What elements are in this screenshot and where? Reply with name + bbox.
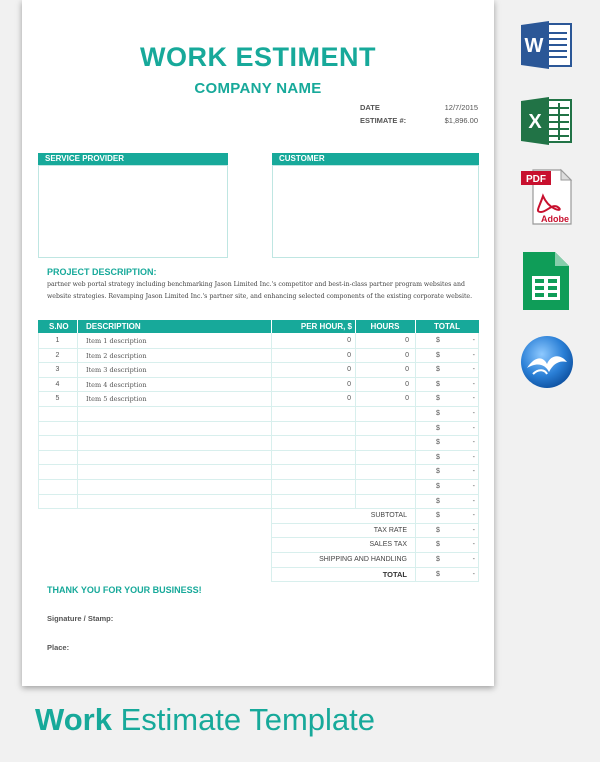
row-sno: 5 xyxy=(55,395,60,403)
customer-box xyxy=(272,165,479,258)
summary-label-tax-rate: TAX RATE xyxy=(373,526,407,534)
row-currency: $ xyxy=(436,570,440,578)
row-total: - xyxy=(472,351,475,359)
row-per-hour: 0 xyxy=(347,351,351,359)
table-row xyxy=(38,392,479,407)
row-description: Item 5 description xyxy=(86,395,147,404)
svg-text:W: W xyxy=(524,35,544,57)
openoffice-icon[interactable] xyxy=(519,334,575,395)
estimate-number-value: $1,896.00 xyxy=(444,116,478,125)
date-label: DATE xyxy=(360,103,380,112)
row-hours: 0 xyxy=(405,395,409,403)
row-total: - xyxy=(472,468,475,476)
customer-header: CUSTOMER xyxy=(272,153,479,165)
row-currency: $ xyxy=(436,512,440,520)
col-total-header: TOTAL xyxy=(434,322,460,331)
summary-label-subtotal: SUBTOTAL xyxy=(370,512,407,520)
pdf-icon[interactable] xyxy=(519,168,575,231)
thank-you-message: THANK YOU FOR YOUR BUSINESS! xyxy=(47,585,202,595)
row-currency: $ xyxy=(436,497,440,505)
row-currency: $ xyxy=(436,468,440,476)
page-footer-title xyxy=(35,702,375,738)
row-sno: 2 xyxy=(55,351,60,359)
summary-row-sales-tax xyxy=(271,538,479,553)
row-per-hour: 0 xyxy=(347,380,351,388)
col-sno-header: S.NO xyxy=(49,322,69,331)
row-sno: 3 xyxy=(55,366,60,374)
service-provider-header: SERVICE PROVIDER xyxy=(38,153,228,165)
signature-label: Signature / Stamp: xyxy=(47,614,114,623)
row-total: - xyxy=(472,424,475,432)
row-currency: $ xyxy=(436,453,440,461)
summary-row-shipping xyxy=(271,553,479,568)
row-total: - xyxy=(472,556,475,563)
row-currency: $ xyxy=(436,380,440,388)
row-hours: 0 xyxy=(405,380,409,388)
row-currency: $ xyxy=(436,395,440,403)
document-title: WORK ESTIMENT xyxy=(140,42,376,72)
row-per-hour: 0 xyxy=(347,366,351,374)
row-total: - xyxy=(472,497,475,505)
svg-text:X: X xyxy=(528,111,542,133)
row-currency: $ xyxy=(436,483,440,490)
row-hours: 0 xyxy=(405,351,409,359)
table-row-empty xyxy=(38,407,479,422)
word-icon[interactable] xyxy=(519,19,573,76)
row-description: Item 1 description xyxy=(86,337,147,345)
row-currency: $ xyxy=(436,410,440,417)
project-description-line: website strategies. Revamping Jason Limited Inc.'s partner site, and enhancing selected components of the existing corporate website. xyxy=(47,293,473,300)
row-total: - xyxy=(472,570,475,578)
project-description-line: partner web portal strategy including benchmarking Jason Limited Inc.'s competitor and best-in-class partner program websites and xyxy=(47,281,465,288)
row-total: - xyxy=(472,453,475,461)
google-sheets-icon[interactable] xyxy=(519,250,571,317)
table-row xyxy=(38,334,479,349)
table-row-empty xyxy=(38,465,479,480)
row-currency: $ xyxy=(436,351,440,359)
table-row xyxy=(38,349,479,364)
row-per-hour: 0 xyxy=(347,395,351,403)
row-total: - xyxy=(472,483,475,490)
row-total: - xyxy=(472,512,475,520)
svg-text:Adobe: Adobe xyxy=(541,214,569,224)
row-description: Item 2 description xyxy=(86,351,147,360)
row-total: - xyxy=(472,541,475,549)
table-row-empty xyxy=(38,451,479,466)
row-total: - xyxy=(472,410,475,417)
row-sno: 4 xyxy=(55,380,60,388)
summary-label-total: TOTAL xyxy=(382,569,407,579)
summary-row-tax-rate xyxy=(271,524,479,539)
col-hours-header: HOURS xyxy=(370,322,400,331)
excel-icon[interactable] xyxy=(519,95,573,152)
table-row-empty xyxy=(38,480,479,495)
row-currency: $ xyxy=(436,526,440,534)
items-table-header xyxy=(38,320,479,333)
estimate-document xyxy=(22,0,494,686)
row-hours: 0 xyxy=(405,366,409,374)
row-total: - xyxy=(472,380,475,388)
row-per-hour: 0 xyxy=(347,337,351,344)
table-row-empty xyxy=(38,436,479,451)
row-total: - xyxy=(472,337,475,344)
footer-title-rest: Estimate Template xyxy=(111,702,375,737)
row-total: - xyxy=(472,366,475,374)
svg-text:PDF: PDF xyxy=(526,174,546,185)
estimate-number-label: ESTIMATE #: xyxy=(360,116,407,125)
place-label: Place: xyxy=(47,643,70,652)
row-total: - xyxy=(472,439,475,447)
table-row-empty xyxy=(38,495,479,510)
row-currency: $ xyxy=(436,439,440,447)
summary-row-subtotal xyxy=(271,509,479,524)
row-total: - xyxy=(472,526,475,534)
row-hours: 0 xyxy=(405,337,409,344)
col-per-hour-header: PER HOUR, $ xyxy=(300,322,352,331)
row-description: Item 4 description xyxy=(86,380,147,389)
project-description-text xyxy=(47,279,477,303)
summary-label-sales-tax: SALES TAX xyxy=(369,541,407,549)
row-currency: $ xyxy=(436,424,440,432)
summary-label-shipping: SHIPPING AND HANDLING xyxy=(319,556,407,563)
table-row xyxy=(38,363,479,378)
table-row-empty xyxy=(38,422,479,437)
service-provider-box xyxy=(38,165,228,258)
project-description-title: PROJECT DESCRIPTION: xyxy=(47,267,157,277)
row-currency: $ xyxy=(436,541,440,549)
date-value: 12/7/2015 xyxy=(444,103,478,112)
summary-row-total xyxy=(271,568,479,583)
row-currency: $ xyxy=(436,556,440,563)
row-description: Item 3 description xyxy=(86,366,147,375)
row-sno: 1 xyxy=(55,337,60,344)
row-currency: $ xyxy=(436,337,440,344)
col-description-header: DESCRIPTION xyxy=(86,322,141,331)
row-total: - xyxy=(472,395,475,403)
row-currency: $ xyxy=(436,366,440,374)
table-row xyxy=(38,378,479,393)
footer-title-bold: Work xyxy=(35,702,112,737)
company-name: COMPANY NAME xyxy=(194,80,322,97)
